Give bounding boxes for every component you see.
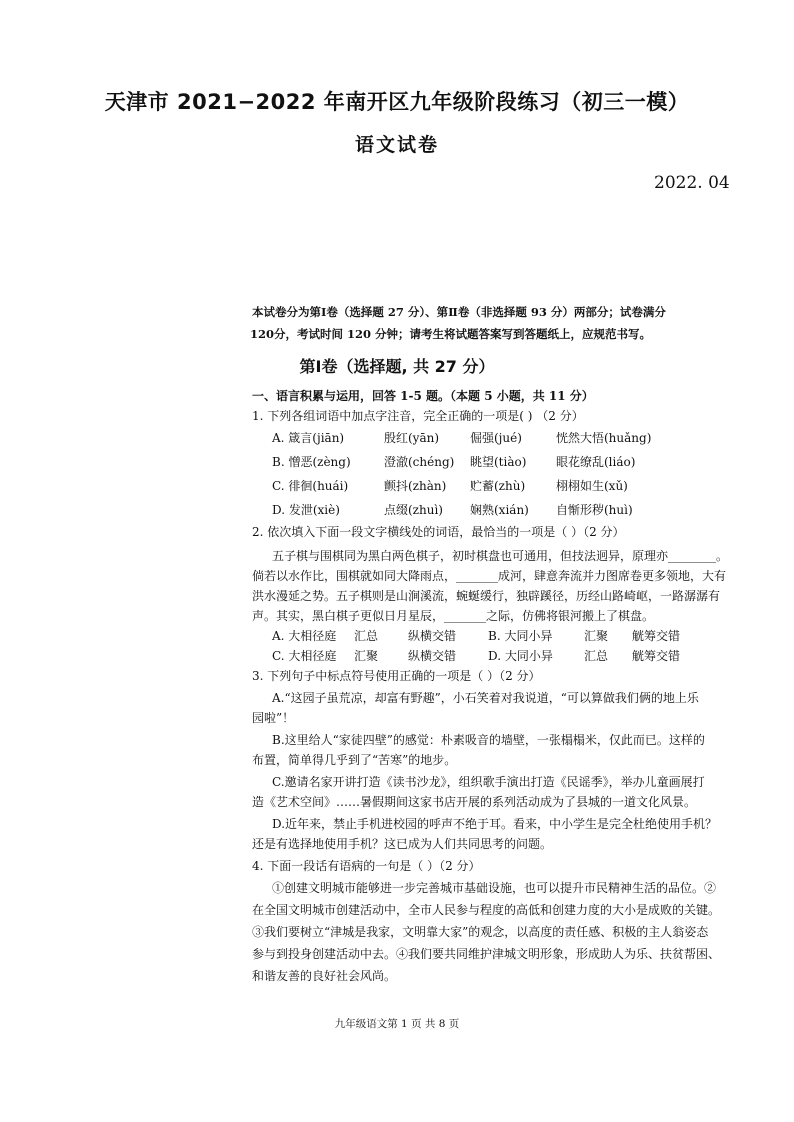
q3-option-c: C.邀请名家开讲打造《读书沙龙》，组织歌手演出打造《民谣季》，举办儿童画展打: [272, 775, 705, 789]
q3-option-a: A.“这园子虽荒凉，却富有野趣”，小石笑着对我说道，“可以算做我们俩的地上乐: [272, 691, 699, 705]
section-heading: 一、语言积累与运用，回答 1-5 题。（本题 5 小题，共 11 分）: [252, 389, 594, 403]
notice-line-1: 本试卷分为第Ⅰ卷（选择题 27 分）、第Ⅱ卷（非选择题 93 分）两部分；试卷满分: [252, 305, 666, 319]
q4-passage-line: 和谐友善的良好社会风尚。: [252, 969, 397, 983]
q4-passage-line: ①创建文明城市能够进一步完善城市基础设施，也可以提升市民精神生活的品位。②: [272, 881, 717, 895]
page-footer: 九年级语文第 1 页 共 8 页: [334, 1018, 460, 1030]
exam-date: 2022. 04: [654, 173, 730, 193]
q1-option-a: A. 箴言(jiān) 殷红(yān) 倔强(jué) 恍然大悟(huǎng): [272, 431, 652, 445]
q1-option-b: B. 憎恶(zèng) 澄澈(chéng) 眺望(tiào) 眼花缭乱(liáo): [272, 455, 636, 469]
q4-passage-line: 在全国文明城市创建活动中，全市人民参与程度的高低和创建力度的大小是成败的关键。: [252, 903, 721, 917]
q3-option-c-cont: 造《艺术空间》……暑假期间这家书店开展的系列活动成为了县城的一道文化风景。: [252, 795, 697, 809]
q2-passage-line: 五子棋与围棋同为黑白两色棋子，初时棋盘也可通用，但技法迥异，原理亦________。: [272, 549, 729, 563]
notice-line-2: 120分，考试时间 120 分钟；请考生将试题答案写到答题纸上，应规范书写。: [250, 327, 652, 341]
q1-option-d: D. 发泄(xiè) 点缀(zhuì) 娴熟(xián) 自惭形秽(huì): [272, 503, 633, 517]
q4-passage-line: 参与到投身创建活动中去。④我们要共同维护津城文明形象，形成助人为乐、扶贫帮困、: [252, 947, 721, 961]
q1-stem: 1. 下列各组词语中加点字注音，完全正确的一项是( ) （2 分）: [252, 409, 584, 423]
part1-title: 第Ⅰ卷（选择题, 共 27 分）: [299, 357, 495, 376]
q3-option-a-cont: 园啦”！: [252, 711, 295, 725]
page-title: 天津市 2021−2022 年南开区九年级阶段练习（初三一模）: [104, 90, 690, 114]
q2-passage-line: 洪水漫延之势。五子棋则是山涧溪流，蜿蜒缓行，独辟蹊径，历经山路崎岖，一路潺潺有: [252, 589, 721, 603]
q4-stem: 4. 下面一段话有语病的一句是（ ）（2 分）: [252, 859, 481, 873]
q3-option-d: D.近年来，禁止手机进校园的呼声不绝于耳。看来，中小学生是完全杜绝使用手机？: [272, 817, 718, 831]
q3-option-b-cont: 布置，简单得几乎到了“苦寒”的地步。: [252, 753, 457, 767]
q3-stem: 3. 下列句子中标点符号使用正确的一项是（ ）（2 分）: [252, 669, 541, 683]
q2-passage-line: 倘若以水作比，围棋就如同大降雨点，_______成河，肆意奔流并力图席卷更多领地，大有: [252, 569, 727, 583]
q3-option-b: B.这里给人“家徒四壁”的感觉：朴素吸音的墙壁，一张榻榻米，仅此而已。这样的: [272, 733, 705, 747]
q3-option-d-cont: 还是有选择地使用手机？这已成为人们共同思考的问题。: [252, 837, 553, 851]
q2-options-cd: C. 大相径庭 汇聚 纵横交错 D. 大同小异 汇总 觥筹交错: [272, 649, 681, 663]
q2-passage-line: 声。其实，黑白棋子更似日月星辰，_______之际，仿佛将银河搬上了棋盘。: [252, 609, 655, 623]
page-subtitle: 语文试卷: [354, 134, 439, 156]
q1-option-c: C. 徘徊(huái) 颤抖(zhàn) 贮蓄(zhù) 栩栩如生(xǔ): [272, 479, 628, 493]
q4-passage-line: ③我们要树立“津城是我家，文明靠大家”的观念，以高度的责任感、积极的主人翁姿态: [252, 925, 709, 939]
q2-options-ab: A. 大相径庭 汇总 纵横交错 B. 大同小异 汇聚 觥筹交错: [272, 629, 681, 643]
q2-stem: 2. 依次填入下面一段文字横线处的词语，最恰当的一项是（ ）（2 分）: [252, 525, 625, 539]
